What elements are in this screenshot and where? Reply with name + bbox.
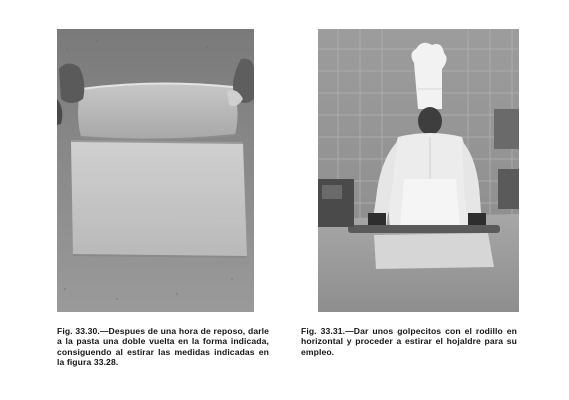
figure-caption-right: [301, 326, 517, 357]
figure-number: Fig. 33.30.: [57, 326, 100, 336]
figure-caption-left: [57, 326, 269, 368]
figure-number: Fig. 33.31.: [301, 326, 346, 336]
photo-chef-rolling: [318, 29, 519, 312]
photo-folded-dough: [57, 29, 254, 312]
figure-caption-text: —Despues de una hora de reposo, darle a la pasta una doble vuelta en la forma indicada, consiguendo al estirar las medidas indicadas en la figura 33.28.: [57, 326, 270, 368]
figure-caption-text: —Dar unos golpecitos con el rodillo en horizontal y proceder a estirar el hojaldre para su empleo.: [301, 326, 517, 357]
chef-rolling-image: [318, 29, 519, 312]
dough-fold-image: [57, 29, 254, 312]
